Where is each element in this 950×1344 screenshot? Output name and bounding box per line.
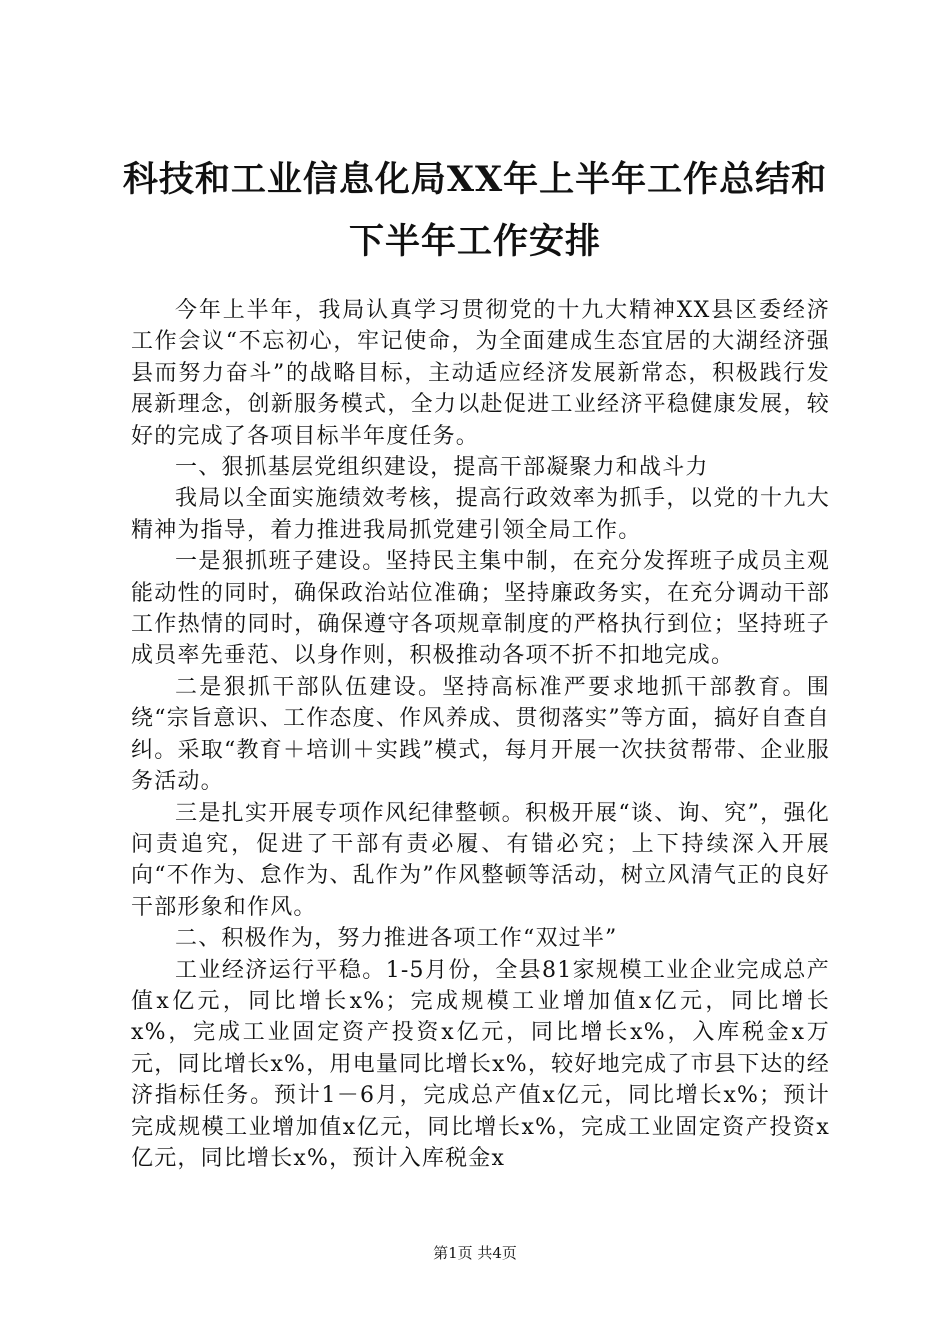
paragraph: 我局以全面实施绩效考核，提高行政效率为抓手，以党的十九大精神为指导，着力推进我局抓党建引领全局工作。 [131, 486, 830, 543]
section-heading-2: 二、积极作为，努力推进各项工作“双过半” [175, 926, 618, 952]
paragraph-intro: 今年上半年，我局认真学习贯彻党的十九大精神XX县区委经济工作会议“不忘初心，牢记使命，为全面建成生态宜居的大湖经济强县而努力奋斗”的战略目标，主动适应经济发展新常态，积极践行发展新理念，创新服务模式，全力以赴促进工业经济平稳健康发展，较好的完成了各项目标半年度任务。 [131, 298, 830, 449]
page-number-footer: 第1页 共4页 [433, 1244, 517, 1262]
paragraph: 三是扎实开展专项作风纪律整顿。积极开展“谈、询、究”，强化问责追究，促进了干部有责必履、有错必究；上下持续深入开展向“不作为、怠作为、乱作为”作风整顿等活动，树立风清气正的良好干部形象和作风。 [131, 800, 830, 920]
document-title-line-2: 下半年工作安排 [348, 221, 601, 262]
paragraph: 工业经济运行平稳。1-5月份，全县81家规模工业企业完成总产值x亿元，同比增长x%；完成规模工业增加值x亿元，同比增长x%，完成工业固定资产投资x亿元，同比增长x%，入库税金x万元，同比增长x%，用电量同比增长x%，较好地完成了市县下达的经济指标任务。预计1－6月，完成总产值x亿元，同比增长x%；预计完成规模工业增加值x亿元，同比增长x%，完成工业固定资产投资x亿元，同比增长x%，预计入库税金x [131, 957, 830, 1171]
section-heading-1: 一、狠抓基层党组织建设，提高干部凝聚力和战斗力 [175, 455, 709, 481]
document-body [131, 295, 830, 1174]
document-title-line-1: 科技和工业信息化局XX年上半年工作总结和 [122, 159, 828, 200]
paragraph: 一是狠抓班子建设。坚持民主集中制，在充分发挥班子成员主观能动性的同时，确保政治站位准确；坚持廉政务实，在充分调动干部工作热情的同时，确保遵守各项规章制度的严格执行到位；坚持班子成员率先垂范、以身作则，积极推动各项不折不扣地完成。 [131, 549, 830, 669]
paragraph: 二是狠抓干部队伍建设。坚持高标准严要求地抓干部教育。围绕“宗旨意识、工作态度、作风养成、贯彻落实”等方面，搞好自查自纠。采取“教育＋培训＋实践”模式，每月开展一次扶贫帮带、企业服务活动。 [131, 674, 830, 795]
